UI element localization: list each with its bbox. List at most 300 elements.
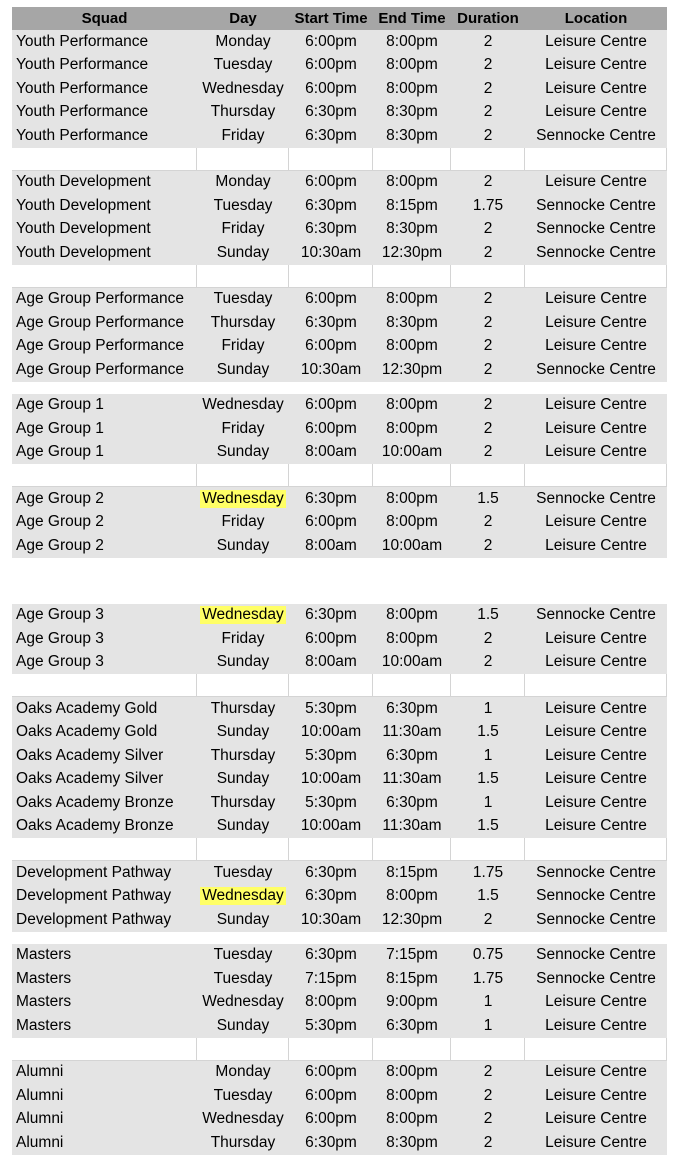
end-time-cell-text: 6:30pm <box>386 699 438 717</box>
start-time-cell <box>289 101 373 125</box>
end-time-cell-text: 12:30pm <box>381 243 443 261</box>
end-time-cell-text: 8:00pm <box>386 489 438 507</box>
location-cell <box>525 511 667 535</box>
end-time-cell <box>373 358 451 382</box>
day-cell <box>197 311 289 335</box>
header-duration: Duration <box>457 10 519 27</box>
duration-cell <box>451 30 525 54</box>
start-time-cell-text: 6:00pm <box>305 419 357 437</box>
location-cell-text: Sennocke Centre <box>536 489 656 507</box>
duration-cell-text: 2 <box>483 1110 493 1128</box>
start-time-cell <box>289 1084 373 1108</box>
end-time-cell <box>373 171 451 195</box>
empty-cell <box>12 148 197 171</box>
end-time-cell-text: 8:00pm <box>386 173 438 191</box>
start-time-cell-text: 6:00pm <box>305 32 357 50</box>
table-row <box>12 651 667 675</box>
duration-cell <box>451 358 525 382</box>
table-row <box>12 721 667 745</box>
end-time-cell <box>373 815 451 839</box>
end-time-cell <box>373 218 451 242</box>
duration-cell-text: 2 <box>483 653 493 671</box>
end-time-cell <box>373 288 451 312</box>
squad-cell-text: Youth Performance <box>16 32 149 50</box>
duration-cell-text: 2 <box>483 79 493 97</box>
empty-cell <box>525 265 667 288</box>
location-cell-text: Leisure Centre <box>545 1110 647 1128</box>
location-cell <box>525 394 667 418</box>
day-cell <box>197 1108 289 1132</box>
empty-cell <box>12 1038 197 1061</box>
start-time-cell <box>289 288 373 312</box>
squad-cell-text: Oaks Academy Bronze <box>16 817 174 835</box>
empty-cell <box>373 1038 451 1061</box>
start-time-cell <box>289 124 373 148</box>
duration-cell <box>451 815 525 839</box>
squad-cell <box>12 1061 197 1085</box>
start-time-cell-text: 6:00pm <box>305 337 357 355</box>
header-end-time: End Time <box>378 10 446 27</box>
squad-cell <box>12 908 197 932</box>
start-time-cell <box>289 908 373 932</box>
day-cell-text: Wednesday <box>202 396 284 414</box>
day-cell-text: Sunday <box>216 536 270 554</box>
empty-cell <box>197 1038 289 1061</box>
location-cell <box>525 627 667 651</box>
day-cell-text: Sunday <box>216 910 270 928</box>
empty-cell <box>289 838 373 861</box>
day-cell <box>197 944 289 968</box>
end-time-cell-text: 8:15pm <box>386 863 438 881</box>
day-cell <box>197 721 289 745</box>
end-time-cell <box>373 441 451 465</box>
empty-cell <box>525 838 667 861</box>
start-time-cell-text: 6:30pm <box>305 863 357 881</box>
table-row <box>12 815 667 839</box>
table-row <box>12 944 667 968</box>
squad-cell <box>12 77 197 101</box>
location-cell-text: Sennocke Centre <box>536 126 656 144</box>
duration-cell-text: 2 <box>483 360 493 378</box>
day-cell <box>197 394 289 418</box>
day-cell-text: Friday <box>221 513 265 531</box>
location-cell <box>525 311 667 335</box>
squad-cell <box>12 241 197 265</box>
duration-cell-text: 1.75 <box>472 969 504 987</box>
start-time-cell <box>289 1108 373 1132</box>
end-time-cell-text: 8:00pm <box>386 629 438 647</box>
location-cell <box>525 1084 667 1108</box>
day-cell-text: Friday <box>221 419 265 437</box>
duration-cell-text: 2 <box>483 220 493 238</box>
squad-cell <box>12 791 197 815</box>
end-time-cell <box>373 417 451 441</box>
squad-cell <box>12 194 197 218</box>
duration-cell <box>451 1061 525 1085</box>
squad-cell <box>12 1014 197 1038</box>
start-time-cell <box>289 194 373 218</box>
squad-cell-text: Age Group 1 <box>16 419 104 437</box>
squad-cell-text: Age Group Performance <box>16 360 185 378</box>
squad-cell <box>12 991 197 1015</box>
start-time-cell <box>289 1014 373 1038</box>
location-cell <box>525 487 667 511</box>
table-row <box>12 218 667 242</box>
end-time-cell <box>373 194 451 218</box>
location-cell <box>525 861 667 885</box>
empty-cell <box>12 265 197 288</box>
end-time-cell-text: 11:30am <box>382 817 442 835</box>
start-time-cell-text: 6:00pm <box>305 513 357 531</box>
duration-cell-text: 1.75 <box>472 863 504 881</box>
squad-cell <box>12 311 197 335</box>
spacer-row <box>12 265 667 288</box>
table-row <box>12 1014 667 1038</box>
squad-cell-text: Oaks Academy Gold <box>16 723 158 741</box>
day-cell-text: Tuesday <box>213 1086 273 1104</box>
squad-cell <box>12 697 197 721</box>
location-cell-text: Leisure Centre <box>545 419 647 437</box>
duration-cell <box>451 721 525 745</box>
day-cell <box>197 534 289 558</box>
end-time-cell-text: 8:15pm <box>386 969 438 987</box>
duration-cell <box>451 288 525 312</box>
day-cell-text: Tuesday <box>213 863 273 881</box>
spacer-row <box>12 838 667 861</box>
empty-cell <box>525 1038 667 1061</box>
end-time-cell <box>373 511 451 535</box>
duration-cell <box>451 394 525 418</box>
duration-cell-text: 2 <box>483 536 493 554</box>
location-cell <box>525 1061 667 1085</box>
duration-cell <box>451 744 525 768</box>
empty-cell <box>451 1038 525 1061</box>
end-time-cell-text: 9:00pm <box>386 993 438 1011</box>
start-time-cell <box>289 171 373 195</box>
table-row <box>12 101 667 125</box>
location-cell <box>525 30 667 54</box>
end-time-cell-text: 8:00pm <box>386 887 438 905</box>
start-time-cell-text: 8:00pm <box>305 993 357 1011</box>
table-row <box>12 861 667 885</box>
squad-cell-text: Youth Development <box>16 220 151 238</box>
day-cell <box>197 861 289 885</box>
location-cell <box>525 967 667 991</box>
day-cell-text: Tuesday <box>213 196 273 214</box>
header-squad: Squad <box>81 10 128 27</box>
squad-cell-text: Youth Development <box>16 243 151 261</box>
empty-cell <box>197 464 289 487</box>
location-cell <box>525 101 667 125</box>
location-cell-text: Sennocke Centre <box>536 863 656 881</box>
start-time-cell <box>289 815 373 839</box>
squad-cell-text: Age Group Performance <box>16 337 185 355</box>
day-cell-text: Sunday <box>216 817 270 835</box>
day-cell-text: Sunday <box>216 1016 270 1034</box>
location-cell <box>525 1108 667 1132</box>
squad-cell <box>12 511 197 535</box>
day-cell <box>197 218 289 242</box>
day-cell-text: Sunday <box>216 653 270 671</box>
day-cell-text: Sunday <box>216 243 270 261</box>
start-time-cell-text: 6:00pm <box>305 56 357 74</box>
start-time-cell <box>289 441 373 465</box>
squad-cell-text: Masters <box>16 946 72 964</box>
empty-cell <box>525 674 667 697</box>
end-time-cell-text: 8:00pm <box>386 56 438 74</box>
location-cell-text: Leisure Centre <box>545 536 647 554</box>
squad-cell <box>12 944 197 968</box>
table-row <box>12 604 667 628</box>
start-time-cell-text: 6:00pm <box>305 629 357 647</box>
start-time-cell <box>289 1131 373 1155</box>
location-cell <box>525 604 667 628</box>
location-cell <box>525 77 667 101</box>
duration-cell <box>451 124 525 148</box>
duration-cell <box>451 1131 525 1155</box>
location-cell <box>525 124 667 148</box>
end-time-cell-text: 11:30am <box>382 770 442 788</box>
duration-cell-text: 2 <box>483 1086 493 1104</box>
squad-cell-text: Masters <box>16 993 72 1011</box>
duration-cell-text: 2 <box>483 910 493 928</box>
location-cell <box>525 288 667 312</box>
empty-cell <box>197 838 289 861</box>
squad-cell-text: Development Pathway <box>16 910 172 928</box>
location-cell-text: Leisure Centre <box>545 1133 647 1151</box>
table-row <box>12 1061 667 1085</box>
duration-cell-text: 1.5 <box>477 489 499 507</box>
start-time-cell-text: 6:30pm <box>305 103 357 121</box>
start-time-cell <box>289 487 373 511</box>
squad-cell-text: Alumni <box>16 1133 64 1151</box>
location-cell-text: Leisure Centre <box>545 290 647 308</box>
end-time-cell-text: 12:30pm <box>381 360 443 378</box>
day-cell <box>197 744 289 768</box>
day-cell <box>197 791 289 815</box>
table-row <box>12 991 667 1015</box>
squad-cell-text: Alumni <box>16 1110 64 1128</box>
start-time-cell-text: 6:00pm <box>305 79 357 97</box>
squad-cell-text: Development Pathway <box>16 863 172 881</box>
squad-cell-text: Age Group Performance <box>16 313 185 331</box>
squad-cell-text: Youth Performance <box>16 56 149 74</box>
location-cell <box>525 441 667 465</box>
duration-cell <box>451 417 525 441</box>
duration-cell-text: 2 <box>483 173 493 191</box>
start-time-cell-text: 8:00am <box>305 536 357 554</box>
end-time-cell <box>373 627 451 651</box>
day-cell-text: Tuesday <box>213 946 273 964</box>
end-time-cell-text: 10:00am <box>381 653 443 671</box>
start-time-cell-text: 6:00pm <box>305 1110 357 1128</box>
location-cell <box>525 218 667 242</box>
start-time-cell-text: 6:30pm <box>305 606 357 624</box>
day-cell <box>197 697 289 721</box>
start-time-cell-text: 10:30am <box>300 910 362 928</box>
duration-cell-text: 2 <box>483 243 493 261</box>
end-time-cell-text: 8:00pm <box>386 290 438 308</box>
duration-cell <box>451 991 525 1015</box>
table-row <box>12 697 667 721</box>
day-cell-text: Sunday <box>216 443 270 461</box>
duration-cell <box>451 604 525 628</box>
day-cell-text: Thursday <box>210 313 276 331</box>
squad-cell-text: Age Group Performance <box>16 290 185 308</box>
day-cell <box>197 124 289 148</box>
start-time-cell-text: 8:00am <box>305 443 357 461</box>
squad-cell <box>12 744 197 768</box>
header-location: Location <box>564 10 628 27</box>
empty-cell <box>525 464 667 487</box>
start-time-cell <box>289 604 373 628</box>
start-time-cell-text: 10:30am <box>300 243 362 261</box>
duration-cell <box>451 511 525 535</box>
duration-cell <box>451 1108 525 1132</box>
start-time-cell <box>289 697 373 721</box>
start-time-cell-text: 6:30pm <box>305 196 357 214</box>
squad-cell <box>12 885 197 909</box>
location-cell <box>525 697 667 721</box>
spacer-row <box>12 1038 667 1061</box>
end-time-cell-text: 8:00pm <box>386 32 438 50</box>
day-cell <box>197 1131 289 1155</box>
day-cell <box>197 1014 289 1038</box>
table-row <box>12 335 667 359</box>
end-time-cell <box>373 124 451 148</box>
highlighted-day-text: Wednesday <box>202 489 284 507</box>
squad-cell <box>12 768 197 792</box>
end-time-cell-text: 8:30pm <box>386 126 438 144</box>
location-cell <box>525 1131 667 1155</box>
start-time-cell-text: 6:30pm <box>305 1133 357 1151</box>
end-time-cell-text: 8:00pm <box>386 419 438 437</box>
end-time-cell <box>373 651 451 675</box>
empty-cell <box>373 148 451 171</box>
duration-cell <box>451 311 525 335</box>
location-cell-text: Leisure Centre <box>545 817 647 835</box>
squad-cell <box>12 417 197 441</box>
location-cell-text: Leisure Centre <box>545 1063 647 1081</box>
squad-cell-text: Oaks Academy Silver <box>16 746 164 764</box>
day-cell <box>197 768 289 792</box>
location-cell-text: Leisure Centre <box>545 793 647 811</box>
squad-cell-text: Age Group 3 <box>16 629 104 647</box>
day-cell <box>197 604 289 628</box>
start-time-cell <box>289 241 373 265</box>
table-row <box>12 627 667 651</box>
start-time-cell-text: 6:30pm <box>305 887 357 905</box>
empty-cell <box>451 464 525 487</box>
duration-cell-text: 1 <box>483 746 493 764</box>
table-row <box>12 534 667 558</box>
duration-cell-text: 1.5 <box>477 770 499 788</box>
day-cell-text: Friday <box>221 629 265 647</box>
end-time-cell <box>373 1108 451 1132</box>
location-cell <box>525 721 667 745</box>
empty-cell <box>197 265 289 288</box>
empty-cell <box>373 838 451 861</box>
day-cell <box>197 358 289 382</box>
location-cell-text: Leisure Centre <box>545 513 647 531</box>
header-day: Day <box>229 10 257 27</box>
duration-cell-text: 2 <box>483 419 493 437</box>
start-time-cell-text: 10:00am <box>300 817 362 835</box>
table-row <box>12 417 667 441</box>
start-time-cell <box>289 394 373 418</box>
end-time-cell-text: 8:30pm <box>386 1133 438 1151</box>
empty-cell <box>373 674 451 697</box>
end-time-cell <box>373 604 451 628</box>
end-time-cell-text: 8:00pm <box>386 1110 438 1128</box>
table-row <box>12 311 667 335</box>
location-cell-text: Sennocke Centre <box>536 606 656 624</box>
duration-cell <box>451 171 525 195</box>
start-time-cell-text: 5:30pm <box>305 793 357 811</box>
day-cell <box>197 487 289 511</box>
day-cell <box>197 511 289 535</box>
duration-cell <box>451 791 525 815</box>
start-time-cell <box>289 311 373 335</box>
location-cell <box>525 991 667 1015</box>
end-time-cell-text: 8:30pm <box>386 313 438 331</box>
start-time-cell-text: 7:15pm <box>305 969 357 987</box>
end-time-cell <box>373 534 451 558</box>
end-time-cell-text: 6:30pm <box>386 746 438 764</box>
squad-cell <box>12 394 197 418</box>
table-row <box>12 791 667 815</box>
day-cell-text: Tuesday <box>213 290 273 308</box>
day-cell-text: Monday <box>215 32 271 50</box>
duration-cell-text: 2 <box>483 629 493 647</box>
table-row <box>12 77 667 101</box>
end-time-cell <box>373 908 451 932</box>
spacer-row <box>12 382 667 394</box>
location-cell <box>525 744 667 768</box>
location-cell-text: Leisure Centre <box>545 173 647 191</box>
location-cell-text: Leisure Centre <box>545 653 647 671</box>
day-cell <box>197 991 289 1015</box>
end-time-cell <box>373 697 451 721</box>
end-time-cell-text: 8:00pm <box>386 606 438 624</box>
duration-cell <box>451 101 525 125</box>
duration-cell <box>451 1084 525 1108</box>
day-cell-text: Sunday <box>216 723 270 741</box>
location-cell-text: Sennocke Centre <box>536 946 656 964</box>
day-cell <box>197 101 289 125</box>
end-time-cell-text: 6:30pm <box>386 1016 438 1034</box>
start-time-cell-text: 6:00pm <box>305 1063 357 1081</box>
spacer-row <box>12 148 667 171</box>
empty-cell <box>197 674 289 697</box>
location-cell-text: Leisure Centre <box>545 770 647 788</box>
squad-cell <box>12 1084 197 1108</box>
empty-cell <box>289 148 373 171</box>
squad-cell-text: Age Group 1 <box>16 396 104 414</box>
table-row <box>12 441 667 465</box>
table-row <box>12 744 667 768</box>
duration-cell-text: 2 <box>483 443 493 461</box>
squad-cell-text: Oaks Academy Gold <box>16 699 158 717</box>
table-row <box>12 241 667 265</box>
table-row <box>12 1084 667 1108</box>
day-cell-text: Sunday <box>216 360 270 378</box>
start-time-cell <box>289 627 373 651</box>
empty-cell <box>525 148 667 171</box>
end-time-cell <box>373 885 451 909</box>
location-cell-text: Sennocke Centre <box>536 220 656 238</box>
duration-cell-text: 1 <box>483 993 493 1011</box>
